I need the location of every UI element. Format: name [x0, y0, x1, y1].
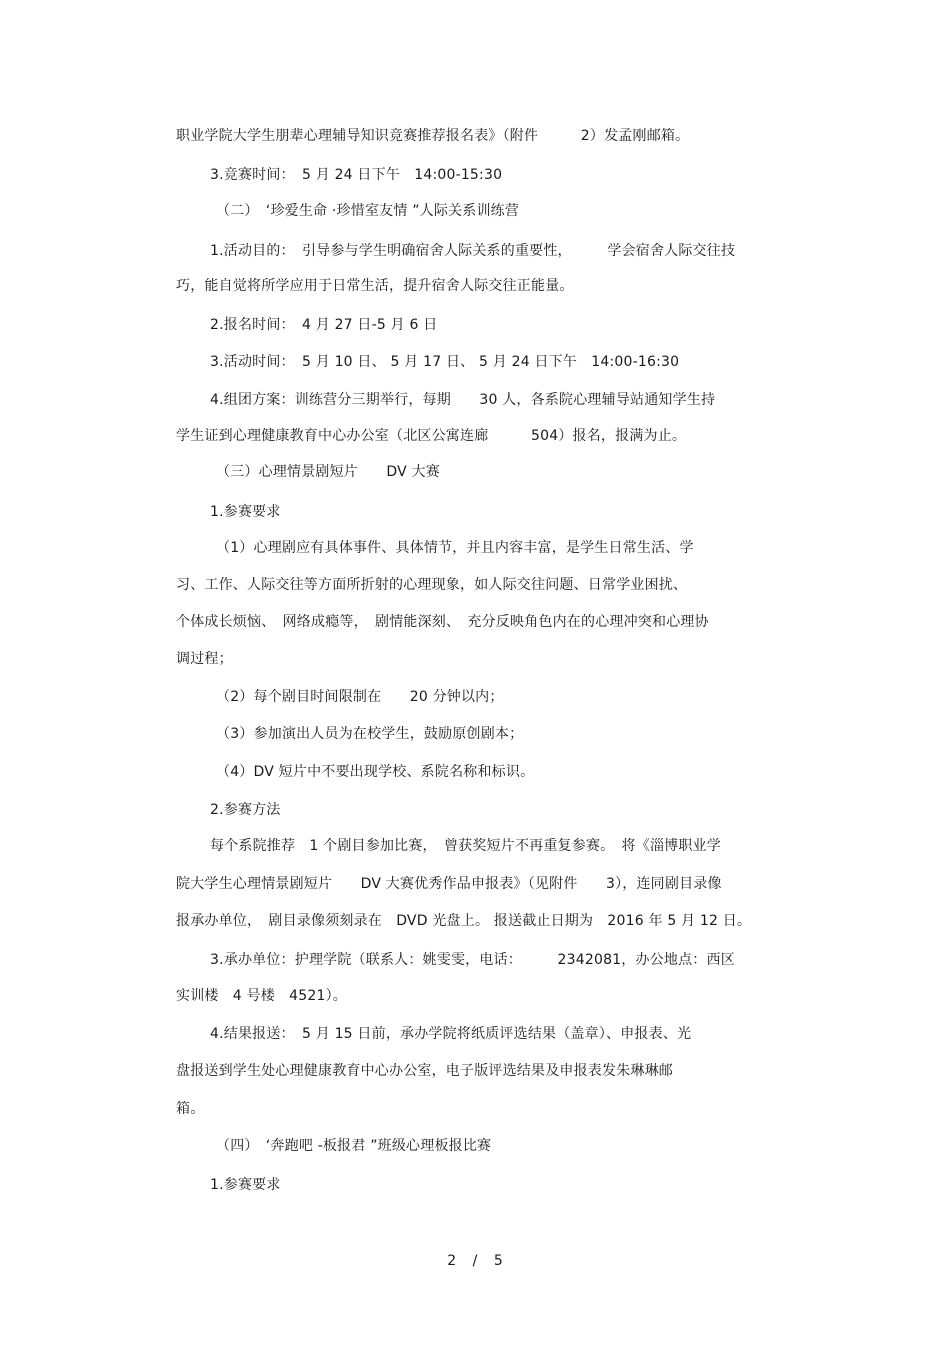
text-line: 盘报送到学生处心理健康教育中心办公室，电子版评选结果及申报表发朱琳琳邮 [176, 1063, 673, 1079]
text-line: 习、工作、人际交往等方面所折射的心理现象，如人际交往问题、日常学业困扰、 [176, 577, 688, 593]
section-heading: （三）心理情景剧短片 DV 大赛 [216, 464, 440, 480]
page-number [0, 1251, 950, 1271]
text-line: 4.组团方案：训练营分三期举行，每期 30 人，各系院心理辅导站通知学生持 [210, 392, 716, 408]
text-line: 报承办单位， 剧目录像须刻录在 DVD 光盘上。 报送截止日期为 2016 年 5 月 12 日。 [176, 913, 752, 929]
text-line: 个体成长烦恼、 网络成瘾等， 剧情能深刻、 充分反映角色内在的心理冲突和心理协 [176, 614, 709, 630]
text-line: 院大学生心理情景剧短片 DV 大赛优秀作品申报表》（见附件 3），连同剧目录像 [176, 876, 722, 892]
text-line: 箱。 [176, 1101, 205, 1117]
text-line: 每个系院推荐 1 个剧目参加比赛， 曾获奖短片不再重复参赛。 将《淄博职业学 [210, 838, 721, 854]
page-separator: / [472, 1253, 478, 1269]
text-line: （2）每个剧目时间限制在 20 分钟以内； [216, 689, 504, 705]
text-line: 1.活动目的： 引导参与学生明确宿舍人际关系的重要性， 学会宿舍人际交往技 [210, 243, 736, 259]
page-total: 5 [493, 1253, 503, 1269]
text-line: 巧，能自觉将所学应用于日常生活，提升宿舍人际交往正能量。 [176, 278, 574, 294]
text-line: （1）心理剧应有具体事件、具体情节，并且内容丰富，是学生日常生活、学 [216, 540, 694, 556]
text-line: 3.竞赛时间： 5 月 24 日下午 14:00-15:30 [210, 167, 503, 183]
section-heading: （四） ‘奔跑吧 -板报君 ”班级心理板报比赛 [216, 1138, 492, 1154]
text-line: 3.承办单位：护理学院（联系人：姚雯雯，电话： 2342081，办公地点：西区 [210, 952, 735, 968]
text-line: 实训楼 4 号楼 4521）。 [176, 988, 347, 1004]
page-current: 2 [447, 1253, 457, 1269]
text-line: 3.活动时间： 5 月 10 日、 5 月 17 日、 5 月 24 日下午 14:00-16:30 [210, 354, 680, 370]
text-line: 学生证到心理健康教育中心办公室（北区公寓连廊 504）报名，报满为止。 [176, 428, 687, 444]
text-line: 调过程； [176, 651, 233, 667]
text-line: 4.结果报送： 5 月 15 日前，承办学院将纸质评选结果（盖章）、申报表、光 [210, 1026, 692, 1042]
text-line: 1.参赛要求 [210, 1177, 281, 1193]
section-heading: （二） ‘珍爱生命 ·珍惜室友情 ”人际关系训练营 [216, 203, 520, 219]
text-line: 2.报名时间： 4 月 27 日-5 月 6 日 [210, 317, 438, 333]
text-line: （4）DV 短片中不要出现学校、系院名称和标识。 [216, 764, 535, 780]
text-line: 2.参赛方法 [210, 802, 281, 818]
text-line: 1.参赛要求 [210, 504, 281, 520]
text-line: 职业学院大学生朋辈心理辅导知识竞赛推荐报名表》（附件 2）发孟刚邮箱。 [176, 128, 690, 144]
text-line: （3）参加演出人员为在校学生，鼓励原创剧本； [216, 726, 524, 742]
